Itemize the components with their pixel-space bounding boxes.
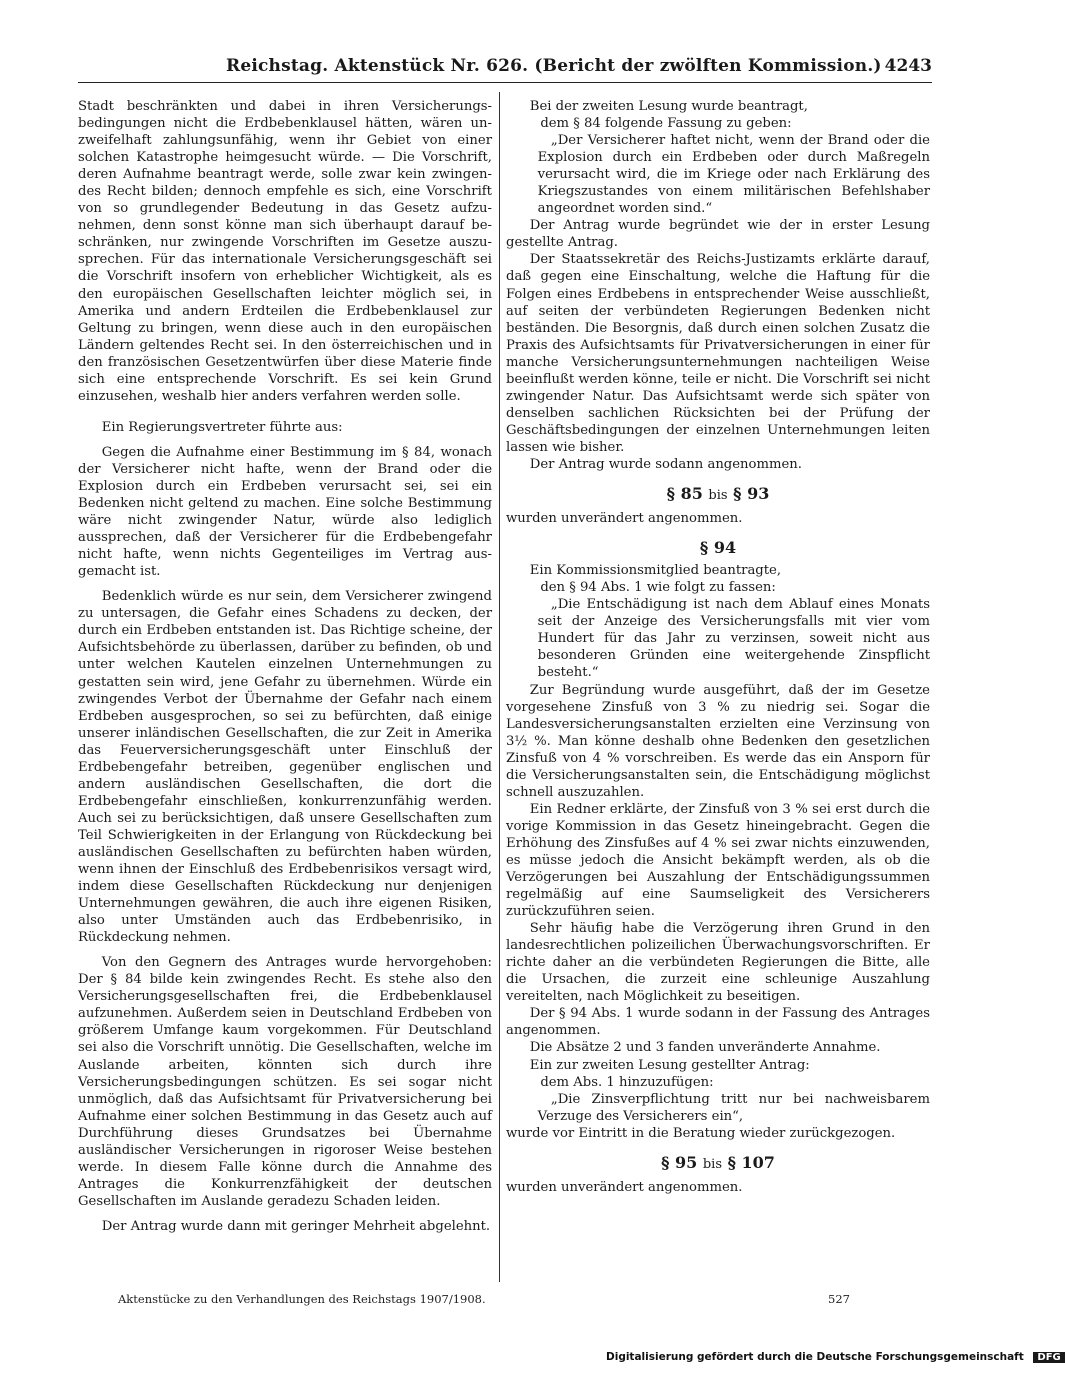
paragraph: Ein Redner erklärte, der Zinsfuß von 3 % sei erst durch die vorige Kommission in das Gesetz hineingebracht. Gegen die Erhöhung des Zinsfußes auf 4 % sei zwar nichts einzuwenden, es müsse jedoch die Ansicht bekämpft werden, als ob die Verzögerungen bei Auszahlung der Entschädigungssummen regelmäßig auf eine Saumseligkeit des Versicherers zurückzuführen seien. — [506, 801, 930, 920]
quoted-text: „Die Entschädigung ist nach dem Ablauf eines Monats seit der Anzeige des Versicherungsfalls mit vier vom Hundert für das Jahr zu verzinsen, soweit nicht aus besonderen Gründen eine weitergehende Zinspflicht besteht.“ — [537, 597, 930, 681]
section-heading: § 94 — [699, 538, 737, 558]
paragraph: Ein zur zweiten Lesung gestellter Antrag: — [529, 1057, 810, 1073]
quoted-text: „Der Versicherer haftet nicht, wenn der Brand oder die Explosion durch ein Erdbeben oder durch Maßregeln verursacht wird, die im Kriege oder nach Erklärung des Kriegszustandes von einem militärischen Befehlshaber angeordnet worden sind.“ — [537, 133, 930, 217]
paragraph: Gegen die Aufnahme einer Bestimmung im § 84, wonach der Versicherer nicht hafte, wenn der Brand oder die Explosion durch ein Erdbeben verursacht sei, sei ein Bedenken nicht geltend zu machen. Eine solche Bestimmung wäre nicht zwingender Natur, würde also lediglich aussprechen, daß der Versicherer für die Erdbebengefahr nicht hafte, wenn nichts Gegenteiliges im Vertrag ausgemacht ist. — [78, 444, 492, 580]
quoted-text: „Die Zinsverpflichtung tritt nur bei nachweisbarem Verzuge des Versicherers ein“, — [537, 1091, 930, 1124]
section-heading: § 95 bis § 107 — [661, 1152, 775, 1172]
paragraph: wurde vor Eintritt in die Beratung wieder zurückgezogen. — [506, 1125, 896, 1141]
paragraph: Der Staatssekretär des Reichs-Justizamts erklärte darauf, daß gegen eine Einschaltung, welche die Haftung für die Folgen eines Erdbebens in entsprechender Weise ausschließt, auf seiten der verbündeten Regierungen Bedenken nicht beständen. Die Besorgnis, daß durch einen solchen Zusatz die Praxis des Aufsichtsamts für Privatversicherungen in einer für manche Versicherungsunternehmungen nachteiligen Weise beeinflußt werden könne, teile er nicht. Die Vorschrift sei nicht zwingender Natur. Das Aufsichtsamt werde sich später von denselben sachlichen Rücksichten bei der Prüfung der Geschäftsbedingungen der einzelnen Unternehmungen leiten lassen wie bisher. — [506, 252, 930, 455]
column-divider — [499, 92, 500, 1282]
paragraph: Der Antrag wurde begründet wie der in erster Lesung gestellte Antrag. — [506, 218, 930, 251]
paragraph: Zur Begründung wurde ausgeführt, daß der im Gesetze vorgesehene Zinsfuß von 3 % zu niedrig sei. Sogar die Landesversicherungsanstalten erzielten eine Verzinsung von 3½ %. Man könne deshalb ohne Bedenken den gesetzlichen Zinsfuß von 4 % vorschreiben. Es werde das ein Ansporn für die Versicherungsanstalten sein, die Entschädigung möglichst schnell auszuzahlen. — [506, 682, 930, 800]
dfg-logo: DFG — [1033, 1352, 1064, 1363]
funding-note — [606, 1351, 1065, 1363]
funding-text: Digitalisierung gefördert durch die Deutsche Forschungsgemeinschaft — [606, 1351, 1024, 1363]
paragraph: Stadt beschränkten und dabei in ihren Versicherungsbedingungen nicht die Erdbebenklausel hätten, wären unzweifelhaft zahlungsunfähig, wenn ihr Gebiet von einer solchen Katastrophe heimgesucht würde. — Die Vorschrift, deren Aufnahme beantragt werde, solle zwar kein zwingendes Recht bilden; dennoch empfehle es sich, eine Vorschrift von so grundlegender Bedeutung in das Gesetz aufzunehmen, denn sonst könne man sich überhaupt darauf beschränken, nur zwingende Vorschriften im Gesetze auszusprechen. Für das internationale Versicherungsgeschäft sei die Vorschrift insofern von erheblicher Wichtigkeit, als es den europäischen Gesellschaften leichter möglich sei, in Amerika und andern Erdteilen die Erdbebenklausel zur Geltung zu bringen, wenn diese auch in den europäischen Ländern geltendes Recht sei. In den österreichischen und in den französischen Gesetzentwürfen über diese Materie finde sich eine entsprechende Vorschrift. Es sei kein Grund einzusehen, weshalb hier anders verfahren werden solle. — [78, 99, 492, 404]
paragraph: Bei der zweiten Lesung wurde beantragt, — [529, 99, 808, 114]
running-title: Reichstag. Aktenstück Nr. 626. (Bericht der zwölften Kommission.) — [226, 56, 882, 76]
right-column — [506, 98, 930, 1196]
paragraph: Ein Regierungsvertreter führte aus: — [101, 419, 343, 435]
section-heading: § 85 bis § 93 — [666, 484, 770, 504]
page-number: 4243 — [884, 56, 932, 76]
paragraph: Der Antrag wurde sodann angenommen. — [529, 456, 802, 472]
paragraph: Bedenklich würde es nur sein, dem Versicherer zwingend zu untersagen, die Gefahr eines Schadens zu decken, der durch ein Erdbeben entstanden ist. Das Richtige scheine, der Aufsichtsbehörde zu überlassen, darüber zu befinden, ob und unter welchen Kautelen einzelnen Unternehmungen zu gestatten sein wird, jene Gefahr zu übernehmen. Würde ein zwingendes Verbot der Übernahme der Gefahr nach einem Erdbeben ausgesprochen, so sei zu befürchten, daß einige unserer inländischen Gesellschaften, die zur Zeit in Amerika das Feuerversicherungsgeschäft unter Einschluß der Erdbebengefahr betreiben, gegenüber englischen und andern ausländischen Gesellschaften, die dort die Erdbebengefahr einschließen, konkurrenzunfähig werden. Auch sei zu berücksichtigen, daß unsere Gesellschaften zum Teil Schwierigkeiten in der Erlangung von Rückdeckung bei ausländischen Gesellschaften zu befürchten haben würden, wenn ihnen der Einschluß des Erdbebenrisikos versagt wird, indem diese Gesellschaften Rückdeckung nur denjenigen Unternehmungen gewähren, die auch ihre eigenen Risiken, also unter Umständen auch das Erdbebenrisiko, in Rückdeckung nehmen. — [78, 589, 492, 946]
paragraph: Von den Gegnern des Antrages wurde hervorgehoben: Der § 84 bilde kein zwingendes Recht. Es stehe also den Versicherungsgesellschaften frei, die Erdbebenklausel aufzunehmen. Außerdem seien in Deutschland Erdbeben von größerem Umfange kaum vorgekommen. Für Deutschland sei also die Vorschrift unnötig. Die Gesellschaften, welche im Auslande arbeiten, könnten sich durch ihre Versicherungsbedingungen schützen. Es sei sogar nicht unmöglich, daß das Aufsichtsamt für Privatversicherung bei Aufnahme einer solchen Bestimmung in das Gesetz auch auf Durchführung dieses Grundsatzes bei Übernahme ausländischer Versicherungen in rigoroser Weise bestehen werde. In diesem Falle könne durch die Annahme des Antrages die Konkurrenzfähigkeit der deutschen Gesellschaften im Auslande geradezu Schaden leiden. — [78, 955, 492, 1209]
paragraph: dem § 84 folgende Fassung zu geben: — [540, 116, 792, 132]
left-column — [78, 98, 492, 1235]
paragraph: Der § 94 Abs. 1 wurde sodann in der Fassung des Antrages angenommen. — [506, 1006, 930, 1039]
footer-publication: Aktenstücke zu den Verhandlungen des Reichstags 1907/1908. — [118, 1292, 486, 1306]
footer-sheet-number: 527 — [828, 1292, 850, 1306]
paragraph: Sehr häufig habe die Verzögerung ihren Grund in den landesrechtlichen polizeilichen Überwachungsvorschriften. Er richte daher an die verbündeten Regierungen die Bitte, alle die Ursachen, die zurzeit eine schleunige Auszahlung vereitelten, nach Möglichkeit zu beseitigen. — [506, 921, 930, 1005]
paragraph: Ein Kommissionsmitglied beantragte, — [529, 563, 782, 579]
paragraph: den § 94 Abs. 1 wie folgt zu fassen: — [540, 580, 776, 596]
paragraph: wurden unverändert angenommen. — [506, 1179, 743, 1195]
page-header — [78, 56, 932, 83]
paragraph: Die Absätze 2 und 3 fanden unveränderte Annahme. — [529, 1040, 881, 1056]
paragraph: Der Antrag wurde dann mit geringer Mehrheit abgelehnt. — [101, 1218, 491, 1234]
paragraph: wurden unverändert angenommen. — [506, 511, 743, 527]
paragraph: dem Abs. 1 hinzuzufügen: — [540, 1074, 714, 1090]
